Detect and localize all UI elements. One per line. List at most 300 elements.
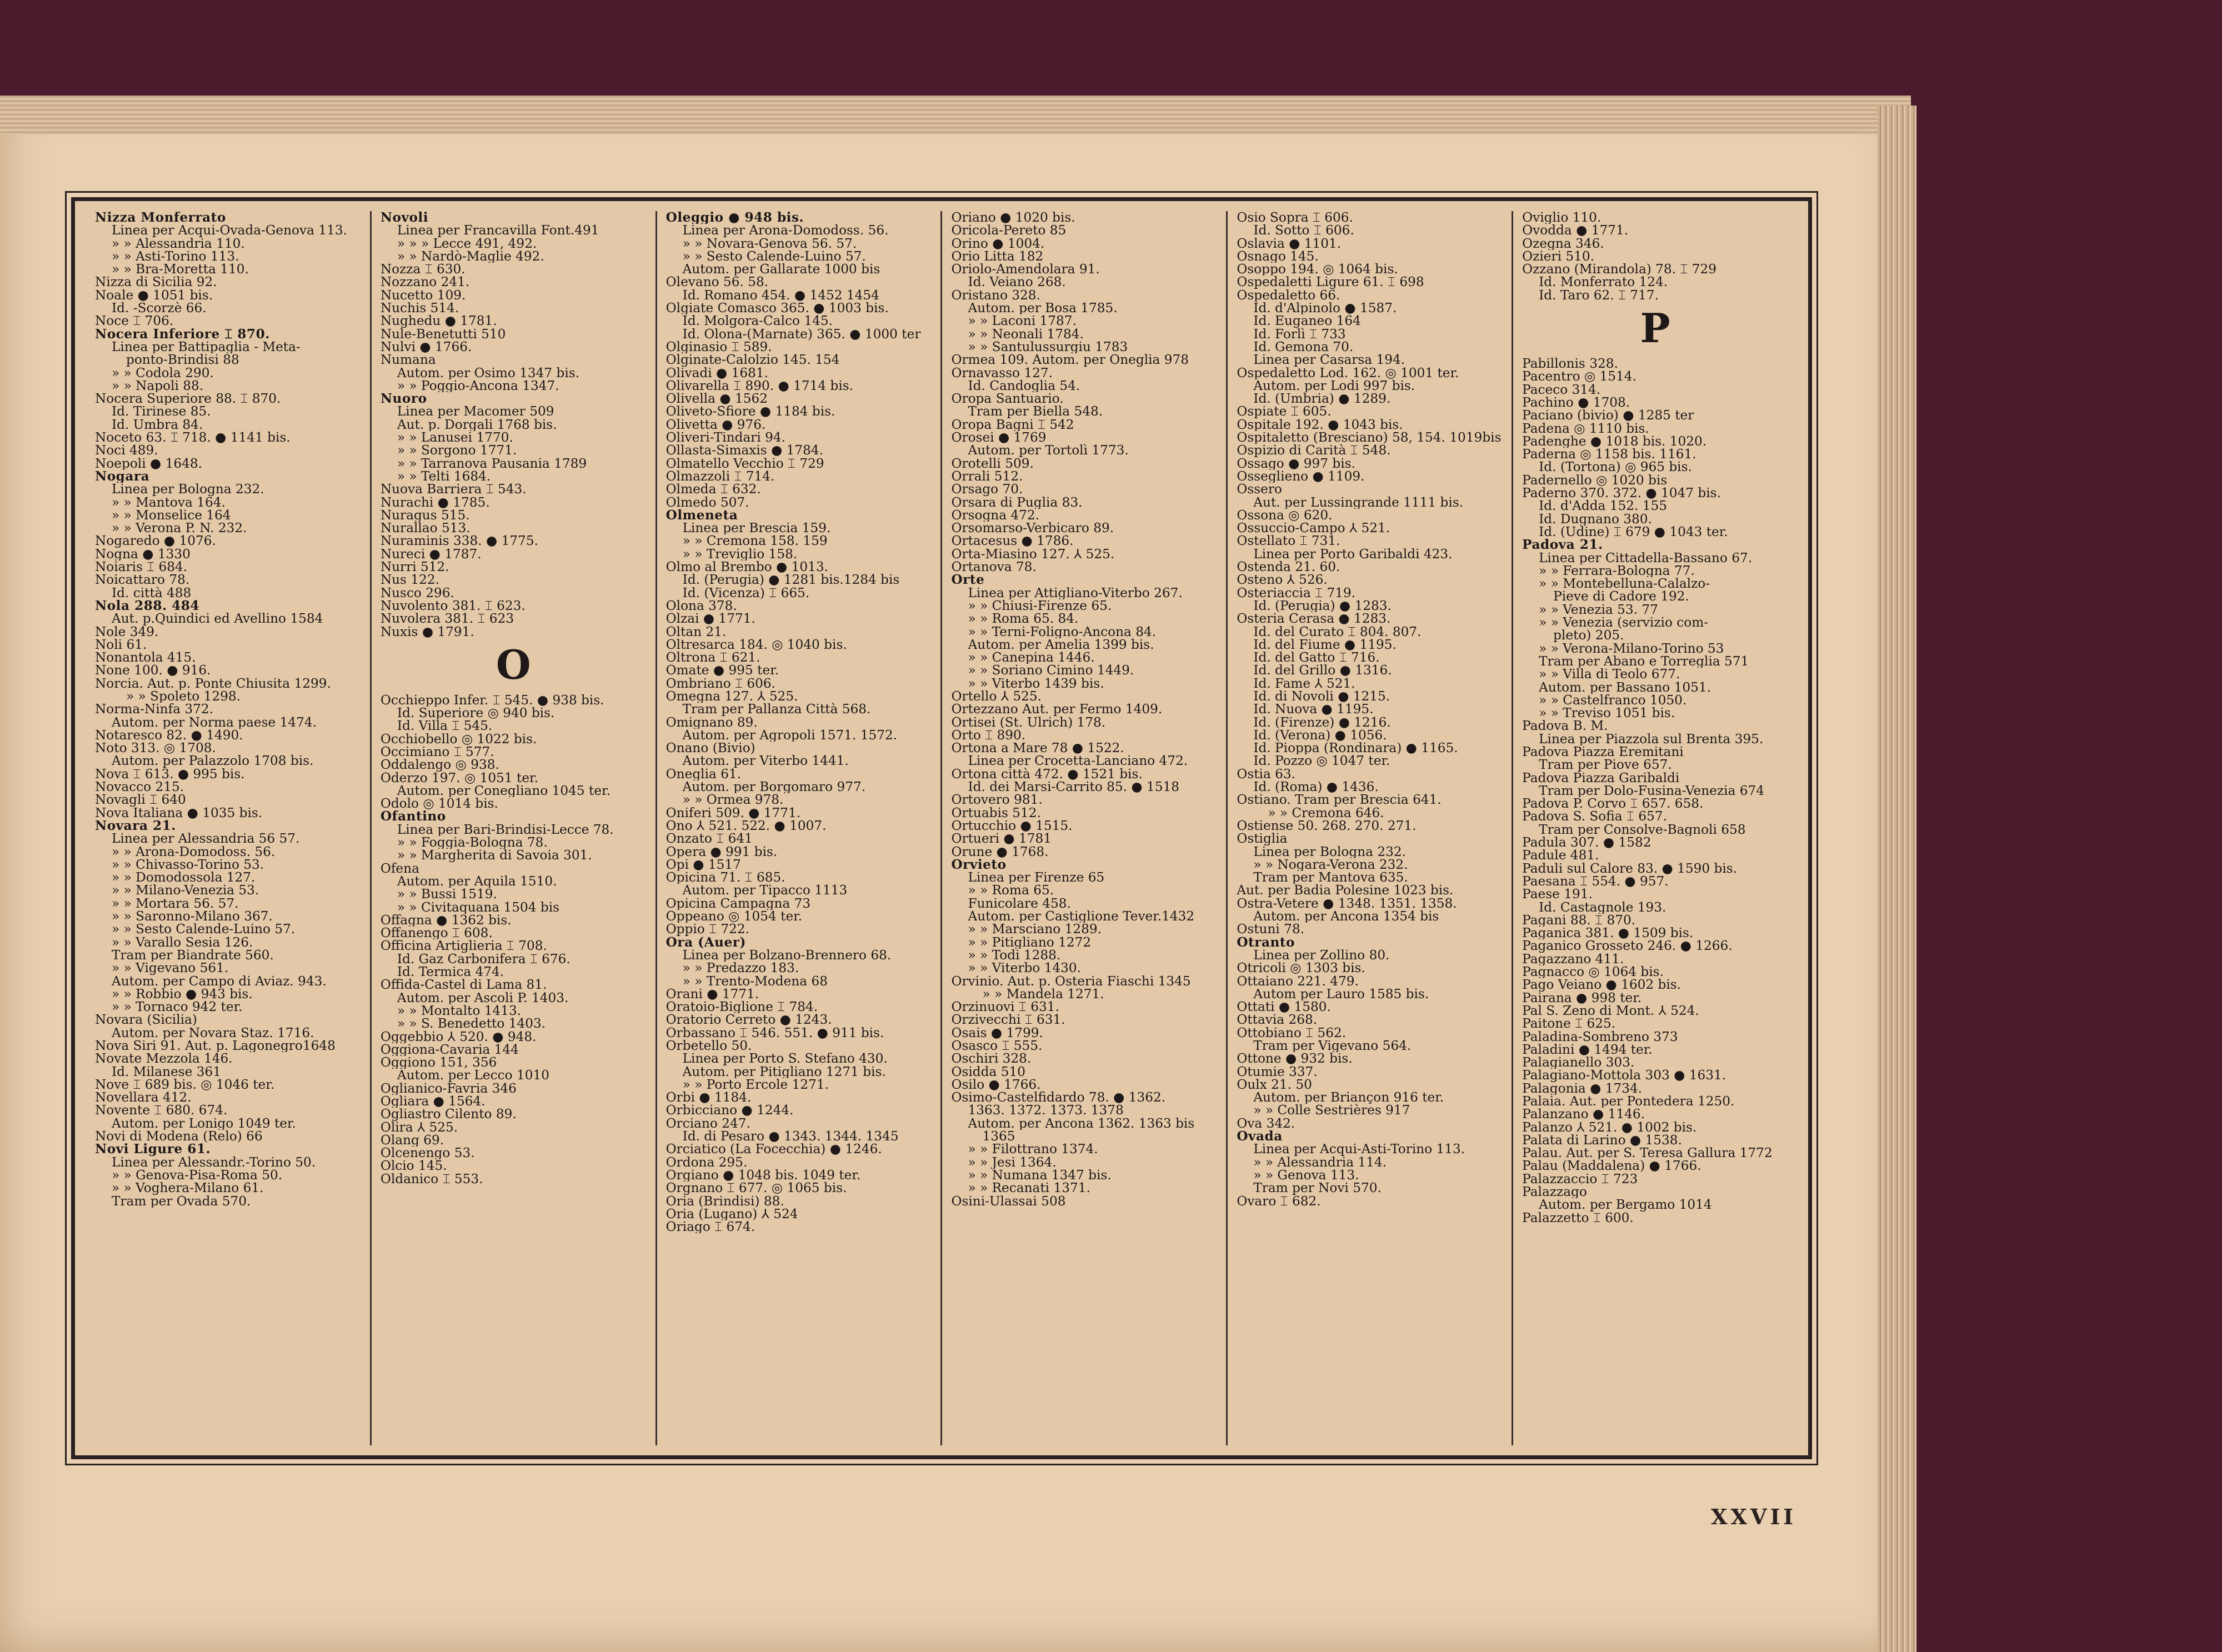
- index-entry: Paderna ◎ 1158 bis. 1161.: [1522, 448, 1696, 461]
- index-entry: Orosei ● 1769: [951, 431, 1047, 444]
- index-entry: Paladina-Sombreno 373: [1522, 1030, 1678, 1043]
- index-entry: Offida-Castel di Lama 81.: [380, 978, 547, 992]
- index-entry: Osais ● 1799.: [951, 1026, 1043, 1039]
- index-entry: Oppio ⌶ 722.: [665, 923, 750, 936]
- index-entry: » » Colle Sestrières 917: [1253, 1104, 1410, 1117]
- index-entry: Ornavasso 127.: [951, 366, 1053, 379]
- index-entry: Nurachi ● 1785.: [380, 495, 490, 509]
- index-entry: Id. -Scorzè 66.: [112, 302, 207, 315]
- index-entry: Nus 122.: [380, 573, 439, 587]
- index-entry: Ostuni 78.: [1237, 923, 1305, 936]
- index-entry: Padule 481.: [1522, 849, 1599, 862]
- index-entry: » » Domodossola 127.: [112, 871, 256, 884]
- index-entry: Nova Italiana ● 1035 bis.: [95, 806, 263, 819]
- index-entry: » » Alessandria 114.: [1253, 1155, 1387, 1169]
- index-entry: Noli 61.: [95, 638, 147, 652]
- index-entry: Padova P. Corvo ⌶ 657. 658.: [1522, 797, 1704, 810]
- index-entry: Pairana ● 998 ter.: [1522, 991, 1642, 1004]
- index-entry: Id. Sotto ⌶ 606.: [1253, 224, 1354, 237]
- index-entry: Ollasta-Simaxis ● 1784.: [665, 444, 824, 457]
- index-entry: » » Sorgono 1771.: [397, 444, 517, 457]
- index-entry: Occhiobello ◎ 1022 bis.: [380, 732, 537, 745]
- index-entry: Ortezzano Aut. per Fermo 1409.: [951, 703, 1163, 716]
- index-entry: Oriago ⌶ 674.: [665, 1220, 755, 1234]
- index-entry: » » Verona P. N. 232.: [112, 522, 247, 535]
- index-entry: Oriolo-Amendolara 91.: [951, 263, 1100, 276]
- index-entry: Osini-Ulassai 508: [951, 1194, 1066, 1208]
- index-entry: » » Terni-Foligno-Ancona 84.: [968, 625, 1157, 638]
- index-entry: Orani ● 1771.: [665, 987, 759, 1001]
- index-entry: Id. (Roma) ● 1436.: [1253, 780, 1379, 794]
- index-entry: Id. Taro 62. ⌶ 717.: [1539, 288, 1659, 302]
- index-entry: Id. (Tortona) ◎ 965 bis.: [1539, 460, 1692, 474]
- index-entry: Oderzo 197. ◎ 1051 ter.: [380, 771, 538, 784]
- index-heading: Novoli: [380, 211, 429, 224]
- index-entry: Orsara di Puglia 83.: [951, 495, 1083, 509]
- index-entry: Orzivecchi ⌶ 631.: [951, 1013, 1065, 1027]
- index-entry: Linea per Arona-Domodoss. 56.: [682, 224, 889, 237]
- index-entry: Oristano 328.: [951, 288, 1040, 302]
- index-entry: » » Montalto 1413.: [397, 1004, 522, 1018]
- index-entry: Id. d'Adda 152. 155: [1539, 499, 1667, 513]
- index-entry: Oratoio-Biglione ⌶ 784.: [665, 1000, 818, 1014]
- index-entry: Autom. per Palazzolo 1708 bis.: [112, 754, 314, 768]
- index-entry: Ombriano ⌶ 606.: [665, 677, 775, 690]
- index-entry: Oschiri 328.: [951, 1052, 1032, 1065]
- index-entry: Padena ◎ 1110 bis.: [1522, 422, 1649, 435]
- index-entry: Odolo ◎ 1014 bis.: [380, 797, 498, 810]
- index-entry: » » Predazzo 183.: [682, 962, 799, 975]
- index-entry: Offanengo ⌶ 608.: [380, 927, 493, 940]
- index-entry: Noicattaro 78.: [95, 573, 190, 587]
- index-entry: Id. Castagnole 193.: [1539, 900, 1666, 914]
- index-entry: Ono ⅄ 521. 522. ● 1007.: [665, 819, 827, 833]
- index-entry: Norcia. Aut. p. Ponte Chiusita 1299.: [95, 677, 331, 690]
- index-entry: Orbicciano ● 1244.: [665, 1104, 794, 1117]
- index-entry: Oricola-Pereto 85: [951, 224, 1067, 237]
- index-entry: Nurallao 513.: [380, 522, 471, 535]
- index-entry: Palanzano ● 1146.: [1522, 1108, 1645, 1121]
- index-entry: Nuvolento 381. ⌶ 623.: [380, 599, 526, 613]
- index-entry: Opi ● 1517: [665, 858, 741, 872]
- index-entry: Oratorio Cerreto ● 1243.: [665, 1013, 832, 1027]
- index-entry: » » Bussi 1519.: [397, 888, 497, 901]
- index-heading: Ovada: [1237, 1130, 1283, 1143]
- index-entry: Id. (Vicenza) ⌶ 665.: [682, 586, 810, 599]
- index-entry: » » Sesto Calende-Luino 57.: [682, 249, 866, 263]
- index-entry: » » Milano-Venezia 53.: [112, 884, 259, 897]
- index-entry: Id. Pioppa (Rondinara) ● 1165.: [1253, 742, 1458, 755]
- index-entry: » » Soriano Cimino 1449.: [968, 664, 1134, 677]
- index-entry: Ospedaletti Ligure 61. ⌶ 698: [1237, 276, 1424, 289]
- index-entry: Ortona città 472. ● 1521 bis.: [951, 767, 1143, 781]
- index-heading: Novi Ligure 61.: [95, 1143, 211, 1156]
- index-entry: Orgiano ● 1048 bis. 1049 ter.: [665, 1168, 861, 1182]
- index-entry: Ofena: [380, 862, 419, 875]
- index-entry: Orciano 247.: [665, 1117, 750, 1130]
- index-entry: Opicina Campagna 73: [665, 897, 811, 910]
- index-entry: Nozza ⌶ 630.: [380, 263, 466, 276]
- index-entry: Linea per Bologna 232.: [112, 483, 264, 496]
- index-entry: Orsago 70.: [951, 483, 1023, 496]
- index-entry: » » Villa di Teolo 677.: [1539, 668, 1680, 681]
- index-entry: Palanzo ⅄ 521. ● 1002 bis.: [1522, 1120, 1697, 1134]
- index-entry: Ostia 63.: [1237, 767, 1296, 781]
- index-entry: Noepoli ● 1648.: [95, 457, 202, 470]
- index-entry: » » Treviso 1051 bis.: [1539, 707, 1675, 720]
- index-entry: Olivarella ⌶ 890. ● 1714 bis.: [665, 379, 854, 393]
- index-entry: Tram per Abano e Torreglia 571: [1539, 654, 1749, 668]
- index-entry: Linea per Brescia 159.: [682, 522, 831, 535]
- index-entry: Oslavia ● 1101.: [1237, 237, 1342, 250]
- index-entry: Autom. per Castiglione Tever.1432: [968, 910, 1195, 923]
- index-entry: Orotelli 509.: [951, 457, 1034, 470]
- index-entry: Autom. per Viterbo 1441.: [682, 754, 849, 768]
- index-entry: Orto ⌶ 890.: [951, 728, 1026, 742]
- index-entry: Orgnano ⌶ 677. ◎ 1065 bis.: [665, 1182, 847, 1195]
- index-entry: Id. Olona-(Marnate) 365. ● 1000 ter: [682, 327, 921, 341]
- index-entry: » » Poggio-Ancona 1347.: [397, 379, 559, 393]
- index-entry: Id. Romano 454. ● 1452 1454: [682, 288, 879, 302]
- index-entry: Numana: [380, 353, 436, 367]
- index-entry: Nogna ● 1330: [95, 547, 191, 561]
- index-entry: Ottone ● 932 bis.: [1237, 1052, 1353, 1065]
- index-entry: Linea per Piazzola sul Brenta 395.: [1539, 732, 1764, 745]
- index-entry: » » Viterbo 1439 bis.: [968, 677, 1104, 690]
- index-entry: 1363. 1372. 1373. 1378: [968, 1104, 1124, 1117]
- index-entry: Olmedo 507.: [665, 495, 749, 509]
- index-entry: » » Napoli 88.: [112, 379, 204, 393]
- index-entry: Ogliastro Cilento 89.: [380, 1108, 517, 1121]
- index-entry: » » Ferrara-Bologna 77.: [1539, 564, 1695, 578]
- index-entry: Pacentro ◎ 1514.: [1522, 370, 1637, 383]
- index-entry: » » Arona-Domodoss. 56.: [112, 845, 276, 858]
- index-entry: Orbetello 50.: [665, 1039, 752, 1053]
- index-entry: Orino ● 1004.: [951, 237, 1045, 250]
- index-entry: Linea per Francavilla Font.491: [397, 224, 599, 237]
- index-entry: Orvinio. Aut. p. Osteria Fiaschi 1345: [951, 974, 1191, 988]
- index-entry: Pagazzano 411.: [1522, 952, 1624, 966]
- index-entry: » » Margherita di Savoia 301.: [397, 849, 592, 862]
- index-heading: Ora (Auer): [665, 935, 746, 949]
- index-entry: Autom. per Aquila 1510.: [397, 874, 557, 888]
- index-entry: » » Canepina 1446.: [968, 651, 1095, 664]
- index-entry: Nuraminis 338. ● 1775.: [380, 534, 538, 548]
- index-entry: » » Foggia-Bologna 78.: [397, 836, 548, 849]
- index-entry: Olginasio ⌶ 589.: [665, 340, 772, 354]
- index-entry: Linea per Alessandria 56 57.: [112, 832, 300, 845]
- index-heading: Novara 21.: [95, 819, 176, 833]
- index-entry: » » Treviglio 158.: [682, 547, 798, 561]
- index-entry: Aut. p. Dorgali 1768 bis.: [397, 418, 557, 432]
- index-entry: Id. (Umbria) ● 1289.: [1253, 392, 1391, 406]
- index-entry: Linea per Cittadella-Bassano 67.: [1539, 551, 1753, 564]
- index-entry: Id. dei Marsi-Carrito 85. ● 1518: [968, 780, 1180, 794]
- index-column-5: [1228, 211, 1513, 1445]
- index-entry: Oneglia 61.: [665, 767, 742, 781]
- index-heading: Nogara: [95, 469, 150, 483]
- index-entry: Tram per Piove 657.: [1539, 758, 1672, 772]
- index-entry: Id. Candoglia 54.: [968, 379, 1080, 393]
- index-entry: Nureci ● 1787.: [380, 547, 482, 561]
- index-entry: Id. del Grillo ● 1316.: [1253, 664, 1392, 677]
- index-entry: Nuova Barriera ⌶ 543.: [380, 483, 527, 496]
- index-entry: Id. Monferrato 124.: [1539, 276, 1668, 289]
- index-entry: Paese 191.: [1522, 888, 1593, 901]
- index-entry: Orrali 512.: [951, 469, 1023, 483]
- index-entry: Osnago 145.: [1237, 249, 1319, 263]
- index-entry: Olcenengo 53.: [380, 1147, 475, 1160]
- index-entry: Osimo-Castelfidardo 78. ● 1362.: [951, 1091, 1166, 1104]
- index-entry: Osoppo 194. ◎ 1064 bis.: [1237, 263, 1398, 276]
- index-entry: Tram per Pallanza Città 568.: [682, 703, 871, 716]
- index-entry: Nove ⌶ 689 bis. ◎ 1046 ter.: [95, 1078, 275, 1092]
- index-entry: Ossona ◎ 620.: [1237, 508, 1333, 522]
- index-entry: Olzai ● 1771.: [665, 612, 755, 625]
- index-entry: Otumie 337.: [1237, 1065, 1318, 1078]
- section-letter: O: [496, 640, 531, 688]
- index-entry: Paganica 381. ● 1509 bis.: [1522, 927, 1694, 940]
- index-entry: Oddalengo ◎ 938.: [380, 758, 499, 772]
- index-entry: Id. Gemona 70.: [1253, 340, 1354, 354]
- index-entry: » » Monselice 164: [112, 508, 231, 522]
- index-entry: Oria (Brindisi) 88.: [665, 1194, 784, 1208]
- index-entry: Onano (Bivio): [665, 742, 755, 755]
- index-entry: Paganico Grosseto 246. ● 1266.: [1522, 939, 1733, 953]
- index-entry: Tram per Dolo-Fusina-Venezia 674: [1539, 784, 1764, 798]
- index-entry: Id. Gaz Carbonifera ⌶ 676.: [397, 952, 570, 966]
- index-entry: Olcio 145.: [380, 1159, 447, 1173]
- index-entry: Tram per Consolve-Bagnoli 658: [1539, 823, 1746, 837]
- index-entry: Oggiono 151, 356: [380, 1056, 497, 1069]
- index-entry: Autom. per Lonigo 1049 ter.: [112, 1117, 296, 1130]
- index-entry: Offagna ● 1362 bis.: [380, 913, 512, 927]
- index-entry: Oliveri-Tindari 94.: [665, 431, 786, 444]
- index-entry: » » Laconi 1787.: [968, 314, 1077, 328]
- index-entry: » » Sesto Calende-Luino 57.: [112, 923, 296, 936]
- index-entry: Osilo ● 1766.: [951, 1078, 1041, 1092]
- index-entry: Noceto 63. ⌶ 718. ● 1141 bis.: [95, 431, 291, 444]
- index-entry: Osio Sopra ⌶ 606.: [1237, 211, 1353, 224]
- index-heading: Orte: [951, 573, 985, 587]
- index-entry: Noce ⌶ 706.: [95, 314, 174, 328]
- index-entry: » » S. Benedetto 1403.: [397, 1017, 546, 1030]
- index-entry: Nuvolera 381. ⌶ 623: [380, 612, 514, 625]
- page-stack-top-edge: [0, 96, 1911, 134]
- index-entry: Id. (Perugia) ● 1281 bis.1284 bis: [682, 573, 900, 587]
- index-entry: Nova ⌶ 613. ● 995 bis.: [95, 767, 245, 781]
- index-entry: Nulvi ● 1766.: [380, 340, 472, 354]
- index-entry: Autom. per Tipacco 1113: [682, 884, 848, 897]
- index-entry: Nogaredo ● 1076.: [95, 534, 216, 548]
- index-entry: Occimiano ⌶ 577.: [380, 745, 494, 759]
- index-entry: » » Jesi 1364.: [968, 1155, 1057, 1169]
- index-entry: Oriano ● 1020 bis.: [951, 211, 1075, 224]
- index-entry: Ostiglia: [1237, 832, 1288, 845]
- index-entry: Orciatico (La Focecchia) ● 1246.: [665, 1143, 882, 1156]
- index-entry: Norma-Ninfa 372.: [95, 703, 214, 716]
- index-entry: Funicolare 458.: [968, 897, 1071, 910]
- index-entry: Palazzaccio ⌶ 723: [1522, 1172, 1638, 1186]
- index-entry: Ostellato ⌶ 731.: [1237, 534, 1340, 548]
- index-entry: Padernello ◎ 1020 bis: [1522, 473, 1668, 487]
- index-entry: » » Chiusi-Firenze 65.: [968, 599, 1112, 613]
- index-entry: Autom. per Gallarate 1000 bis: [682, 263, 880, 276]
- index-entry: » » Mandela 1271.: [982, 987, 1104, 1001]
- index-entry: Nuxis ● 1791.: [380, 625, 474, 638]
- index-heading: Otranto: [1237, 935, 1295, 949]
- index-entry: Pagani 88. ⌶ 870.: [1522, 913, 1636, 927]
- index-entry: Ozegna 346.: [1522, 237, 1604, 250]
- index-entry: Omate ● 995 ter.: [665, 664, 779, 677]
- index-entry: Palata di Larino ● 1538.: [1522, 1133, 1682, 1147]
- index-entry: Nurri 512.: [380, 560, 449, 574]
- index-entry: None 100. ● 916.: [95, 664, 211, 677]
- index-entry: Onzato ⌶ 641: [665, 832, 753, 845]
- index-entry: Olginate-Calolzio 145. 154: [665, 353, 840, 367]
- index-entry: Olmatello Vecchio ⌶ 729: [665, 457, 824, 470]
- index-entry: Autom. per Campo di Aviaz. 943.: [112, 974, 327, 988]
- index-entry: Autom. per Ascoli P. 1403.: [397, 991, 569, 1004]
- index-entry: Ospizio di Carità ⌶ 548.: [1237, 444, 1391, 457]
- index-entry: Id. Dugnano 380.: [1539, 512, 1652, 525]
- index-entry: » » Novara-Genova 56. 57.: [682, 237, 857, 250]
- index-entry: Linea per Acqui-Ovada-Genova 113.: [112, 224, 347, 237]
- index-entry: Olmeda ⌶ 632.: [665, 483, 761, 496]
- index-entry: Ospitale 192. ● 1043 bis.: [1237, 418, 1403, 432]
- index-heading: Olmeneta: [665, 508, 738, 522]
- index-entry: Pago Veiano ● 1602 bis.: [1522, 978, 1681, 992]
- index-entry: Id. Superiore ◎ 940 bis.: [397, 707, 555, 720]
- index-entry: Ortello ⅄ 525.: [951, 689, 1042, 703]
- index-entry: Notaresco 82. ● 1490.: [95, 728, 243, 742]
- index-entry: Linea per Bolzano-Brennero 68.: [682, 948, 892, 962]
- index-entry: » » Voghera-Milano 61.: [112, 1182, 264, 1195]
- index-entry: » » Verona-Milano-Torino 53: [1539, 642, 1724, 655]
- index-entry: Linea per Porto S. Stefano 430.: [682, 1052, 888, 1065]
- index-entry: Ottobiano ⌶ 562.: [1237, 1026, 1347, 1039]
- index-entry: Id. Forlì ⌶ 733: [1253, 327, 1346, 341]
- index-entry: Orta-Miasino 127. ⅄ 525.: [951, 547, 1115, 561]
- index-entry: » » Civitaquana 1504 bis: [397, 900, 560, 914]
- index-entry: » » Telti 1684.: [397, 469, 491, 483]
- index-entry: Autom. per Ancona 1362. 1363 bis: [968, 1117, 1195, 1130]
- index-entry: Ozzano (Mirandola) 78. ⌶ 729: [1522, 263, 1716, 276]
- index-entry: Id. Umbra 84.: [112, 418, 203, 432]
- index-entry: Ormea 109. Autom. per Oneglia 978: [951, 353, 1189, 367]
- index-entry: Id. Villa ⌶ 545.: [397, 719, 493, 733]
- index-entry: Ospedaletto Lod. 162. ◎ 1001 ter.: [1237, 366, 1459, 379]
- index-heading: Nola 288. 484: [95, 599, 200, 613]
- index-entry: » » Nardò-Maglie 492.: [397, 249, 544, 263]
- index-entry: » » Alessandria 110.: [112, 237, 245, 250]
- index-entry: Linea per Zollino 80.: [1253, 948, 1390, 962]
- index-entry: Linea per Porto Garibaldi 423.: [1253, 547, 1453, 561]
- index-entry: Otricoli ◎ 1303 bis.: [1237, 962, 1365, 975]
- index-entry: Oniferi 509. ● 1771.: [665, 806, 801, 819]
- index-entry: Autom. per Lecco 1010: [397, 1069, 549, 1082]
- index-entry: » » Lanusei 1770.: [397, 431, 513, 444]
- index-entry: Autom. per Briançon 916 ter.: [1253, 1091, 1444, 1104]
- index-entry: Orzinuovi ⌶ 631.: [951, 1000, 1059, 1014]
- index-entry: » » Tornaco 942 ter.: [112, 1000, 243, 1014]
- index-entry: Ovaro ⌶ 682.: [1237, 1194, 1321, 1208]
- index-heading: Nuoro: [380, 392, 427, 406]
- index-entry: Id. città 488: [112, 586, 192, 599]
- index-entry: Id. Milanese 361: [112, 1065, 222, 1078]
- page-stack-side-edge: [1878, 106, 1916, 1652]
- index-entry: Nole 349.: [95, 625, 159, 638]
- index-entry: Paceco 314.: [1522, 383, 1601, 396]
- index-entry: » » Nogara-Verona 232.: [1253, 858, 1408, 872]
- index-entry: Id. Nuova ● 1195.: [1253, 703, 1374, 716]
- index-entry: Id. Veiano 268.: [968, 276, 1066, 289]
- index-entry: Ortucchio ● 1515.: [951, 819, 1073, 833]
- index-entry: » » Bra-Moretta 110.: [112, 263, 249, 276]
- index-entry: Pal S. Zeno di Mont. ⅄ 524.: [1522, 1004, 1699, 1018]
- index-entry: Olmo al Brembo ● 1013.: [665, 560, 829, 574]
- index-entry: Olivetta ● 976.: [665, 418, 766, 432]
- index-entry: Novente ⌶ 680. 674.: [95, 1104, 228, 1117]
- index-entry: Olivadi ● 1681.: [665, 366, 769, 379]
- index-heading: Nizza Monferrato: [95, 211, 226, 224]
- index-entry: » » Codola 290.: [112, 366, 214, 379]
- index-entry: Id. Molgora-Calco 145.: [682, 314, 833, 328]
- index-entry: pleto) 205.: [1553, 629, 1624, 642]
- index-heading: Padova 21.: [1522, 538, 1603, 552]
- index-entry: Olmazzoli ⌶ 714.: [665, 469, 775, 483]
- index-entry: » » Santulussurgiu 1783: [968, 340, 1128, 354]
- index-heading: Orvieto: [951, 858, 1007, 872]
- index-entry: » » Filottrano 1374.: [968, 1143, 1098, 1156]
- index-entry: » » Montebelluna-Calalzo-: [1539, 577, 1710, 590]
- index-entry: Tram per Novi 570.: [1253, 1182, 1382, 1195]
- index-entry: Paderno 370. 372. ● 1047 bis.: [1522, 487, 1721, 500]
- index-entry: Oropa Santuario.: [951, 392, 1064, 406]
- index-entry: Id. (Perugia) ● 1283.: [1253, 599, 1392, 613]
- index-entry: Linea per Battipaglia - Meta-: [112, 340, 301, 354]
- index-entry: Osteria Cerasa ● 1283.: [1237, 612, 1391, 625]
- index-entry: Nonantola 415.: [95, 651, 196, 664]
- index-entry: Palaia. Aut. per Pontedera 1250.: [1522, 1095, 1735, 1108]
- index-entry: » » Robbio ● 943 bis.: [112, 987, 253, 1001]
- index-entry: Pieve di Cadore 192.: [1553, 590, 1689, 603]
- index-entry: Ottavia 268.: [1237, 1013, 1318, 1027]
- index-entry: Nusco 296.: [380, 586, 454, 599]
- index-entry: Osteriaccia ⌶ 719.: [1237, 586, 1356, 599]
- index-entry: Orsogna 472.: [951, 508, 1040, 522]
- index-entry: Padova B. M.: [1522, 719, 1608, 733]
- index-entry: » » Viterbo 1430.: [968, 962, 1082, 975]
- index-entry: Padenghe ● 1018 bis. 1020.: [1522, 434, 1707, 448]
- index-entry: Oulx 21. 50: [1237, 1078, 1312, 1092]
- index-entry: Autom. per Lodi 997 bis.: [1253, 379, 1415, 393]
- index-entry: Ogliara ● 1564.: [380, 1095, 486, 1108]
- index-column-4: [942, 211, 1228, 1445]
- index-entry: Olevano 56. 58.: [665, 276, 769, 289]
- index-entry: Oggebbio ⅄ 520. ● 948.: [380, 1030, 537, 1043]
- index-entry: Id. Euganeo 164: [1253, 314, 1361, 328]
- index-entry: Autom. per Osimo 1347 bis.: [397, 366, 580, 379]
- index-entry: Paesana ⌶ 554. ● 957.: [1522, 874, 1669, 888]
- index-entry: Ospedaletto 66.: [1237, 288, 1340, 302]
- index-entry: Nizza di Sicilia 92.: [95, 276, 217, 289]
- index-entry: » » Vigevano 561.: [112, 962, 229, 975]
- index-entry: » » Varallo Sesia 126.: [112, 935, 253, 949]
- index-entry: Oggiona-Cavaria 144: [380, 1043, 519, 1057]
- index-entry: Aut. per Lussingrande 1111 bis.: [1253, 495, 1464, 509]
- index-entry: Autom. per Ancona 1354 bis: [1253, 910, 1439, 923]
